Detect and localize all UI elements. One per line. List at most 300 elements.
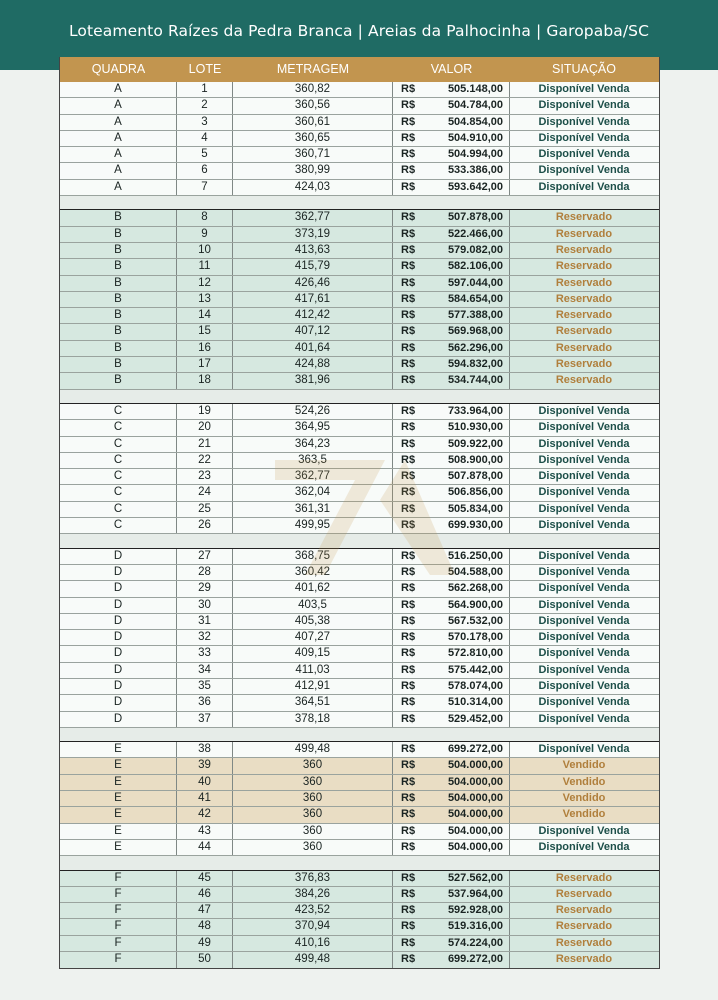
cell-quadra: C bbox=[60, 437, 177, 452]
cell-situacao: Disponível Venda bbox=[538, 647, 630, 660]
cell-valor bbox=[393, 742, 510, 757]
cell-quadra: B bbox=[60, 373, 177, 388]
cell-lote: 27 bbox=[177, 549, 233, 564]
cell-metragem: 360 bbox=[233, 791, 393, 806]
cell-valor bbox=[393, 695, 510, 710]
cell-metragem: 524,26 bbox=[233, 404, 393, 419]
cell-metragem: 363,5 bbox=[233, 453, 393, 468]
cell-situacao: Disponível Venda bbox=[538, 83, 630, 95]
table-row bbox=[60, 663, 659, 679]
cell-quadra: E bbox=[60, 807, 177, 822]
cell-quadra: F bbox=[60, 952, 177, 968]
table-row bbox=[60, 775, 659, 791]
cell-lote: 46 bbox=[177, 887, 233, 902]
cell-valor bbox=[393, 598, 510, 613]
cell-situacao: Vendido bbox=[562, 808, 606, 821]
currency-symbol: R$ bbox=[401, 775, 416, 788]
price-amount: 510.930,00 bbox=[447, 421, 503, 434]
price-amount: 507.878,00 bbox=[447, 211, 503, 224]
cell-lote: 12 bbox=[177, 276, 233, 291]
price-amount: 564.900,00 bbox=[447, 598, 503, 611]
cell-situacao: Disponível Venda bbox=[538, 712, 630, 725]
group-separator bbox=[60, 856, 659, 870]
cell-situacao: Disponível Venda bbox=[538, 148, 630, 161]
currency-symbol: R$ bbox=[401, 647, 416, 660]
cell-situacao: Reservado bbox=[555, 211, 613, 224]
price-amount: 569.968,00 bbox=[447, 325, 503, 338]
cell-valor bbox=[393, 903, 510, 918]
cell-quadra: E bbox=[60, 758, 177, 773]
cell-situacao: Disponível Venda bbox=[538, 565, 630, 578]
cell-quadra: E bbox=[60, 791, 177, 806]
cell-quadra: D bbox=[60, 646, 177, 661]
table-row bbox=[60, 147, 659, 163]
cell-quadra: C bbox=[60, 518, 177, 533]
currency-symbol: R$ bbox=[401, 421, 416, 434]
cell-lote: 45 bbox=[177, 871, 233, 886]
cell-quadra: A bbox=[60, 115, 177, 130]
group-separator bbox=[60, 196, 659, 210]
cell-quadra: C bbox=[60, 404, 177, 419]
table-row bbox=[60, 919, 659, 935]
cell-metragem: 360,71 bbox=[233, 147, 393, 162]
cell-situacao: Disponível Venda bbox=[538, 502, 630, 515]
cell-situacao: Reservado bbox=[555, 358, 613, 371]
currency-symbol: R$ bbox=[401, 549, 416, 562]
cell-valor bbox=[393, 115, 510, 130]
price-amount: 527.562,00 bbox=[447, 871, 503, 884]
cell-situacao: Disponível Venda bbox=[538, 743, 630, 756]
cell-valor bbox=[393, 581, 510, 596]
cell-valor bbox=[393, 775, 510, 790]
cell-lote: 37 bbox=[177, 712, 233, 727]
table-row bbox=[60, 742, 659, 758]
table-row bbox=[60, 903, 659, 919]
cell-quadra: D bbox=[60, 695, 177, 710]
cell-quadra: D bbox=[60, 549, 177, 564]
cell-situacao: Reservado bbox=[555, 936, 613, 949]
table-row bbox=[60, 341, 659, 357]
cell-quadra: D bbox=[60, 663, 177, 678]
cell-quadra: D bbox=[60, 581, 177, 596]
cell-lote: 28 bbox=[177, 565, 233, 580]
cell-valor bbox=[393, 404, 510, 419]
cell-situacao: Disponível Venda bbox=[538, 421, 630, 434]
cell-metragem: 360,56 bbox=[233, 98, 393, 113]
column-header-valor: VALOR bbox=[430, 62, 473, 76]
cell-metragem: 417,61 bbox=[233, 292, 393, 307]
price-amount: 577.388,00 bbox=[447, 309, 503, 322]
cell-metragem: 412,91 bbox=[233, 679, 393, 694]
table-row bbox=[60, 324, 659, 340]
cell-situacao: Disponível Venda bbox=[538, 453, 630, 466]
cell-metragem: 426,46 bbox=[233, 276, 393, 291]
cell-metragem: 411,03 bbox=[233, 663, 393, 678]
cell-quadra: C bbox=[60, 469, 177, 484]
cell-metragem: 401,62 bbox=[233, 581, 393, 596]
cell-valor bbox=[393, 485, 510, 500]
cell-valor bbox=[393, 210, 510, 225]
cell-valor bbox=[393, 227, 510, 242]
cell-valor bbox=[393, 131, 510, 146]
cell-metragem: 360 bbox=[233, 758, 393, 773]
cell-quadra: D bbox=[60, 679, 177, 694]
cell-quadra: B bbox=[60, 276, 177, 291]
price-amount: 593.642,00 bbox=[447, 180, 503, 193]
table-row bbox=[60, 758, 659, 774]
cell-lote: 2 bbox=[177, 98, 233, 113]
table-row bbox=[60, 485, 659, 501]
cell-situacao: Reservado bbox=[555, 871, 613, 884]
currency-symbol: R$ bbox=[401, 260, 416, 273]
currency-symbol: R$ bbox=[401, 679, 416, 692]
price-amount: 699.272,00 bbox=[447, 953, 503, 966]
cell-quadra: F bbox=[60, 871, 177, 886]
cell-valor bbox=[393, 163, 510, 178]
cell-quadra: F bbox=[60, 936, 177, 951]
cell-metragem: 360,65 bbox=[233, 131, 393, 146]
cell-valor bbox=[393, 453, 510, 468]
cell-situacao: Disponível Venda bbox=[538, 437, 630, 450]
table-row bbox=[60, 549, 659, 565]
cell-valor bbox=[393, 82, 510, 97]
table-row bbox=[60, 82, 659, 98]
cell-quadra: B bbox=[60, 259, 177, 274]
cell-situacao: Disponível Venda bbox=[538, 180, 630, 193]
cell-lote: 13 bbox=[177, 292, 233, 307]
price-amount: 504.588,00 bbox=[447, 565, 503, 578]
cell-valor bbox=[393, 791, 510, 806]
cell-valor bbox=[393, 308, 510, 323]
cell-quadra: C bbox=[60, 502, 177, 517]
currency-symbol: R$ bbox=[401, 759, 416, 772]
cell-quadra: F bbox=[60, 887, 177, 902]
cell-lote: 40 bbox=[177, 775, 233, 790]
table-row bbox=[60, 453, 659, 469]
currency-symbol: R$ bbox=[401, 243, 416, 256]
cell-lote: 41 bbox=[177, 791, 233, 806]
currency-symbol: R$ bbox=[401, 437, 416, 450]
currency-symbol: R$ bbox=[401, 904, 416, 917]
price-amount: 504.000,00 bbox=[447, 792, 503, 805]
cell-metragem: 360 bbox=[233, 775, 393, 790]
cell-situacao: Disponível Venda bbox=[538, 131, 630, 144]
price-amount: 578.074,00 bbox=[447, 679, 503, 692]
currency-symbol: R$ bbox=[401, 936, 416, 949]
price-amount: 504.000,00 bbox=[447, 824, 503, 837]
cell-valor bbox=[393, 614, 510, 629]
cell-metragem: 362,77 bbox=[233, 469, 393, 484]
price-amount: 699.930,00 bbox=[447, 519, 503, 532]
price-amount: 504.910,00 bbox=[447, 131, 503, 144]
cell-quadra: F bbox=[60, 919, 177, 934]
cell-metragem: 499,48 bbox=[233, 742, 393, 757]
cell-valor bbox=[393, 292, 510, 307]
currency-symbol: R$ bbox=[401, 502, 416, 515]
cell-situacao: Disponível Venda bbox=[538, 840, 630, 853]
cell-valor bbox=[393, 919, 510, 934]
cell-metragem: 360 bbox=[233, 840, 393, 855]
price-amount: 504.000,00 bbox=[447, 775, 503, 788]
cell-metragem: 407,27 bbox=[233, 630, 393, 645]
cell-valor bbox=[393, 518, 510, 533]
cell-metragem: 409,15 bbox=[233, 646, 393, 661]
cell-quadra: D bbox=[60, 598, 177, 613]
currency-symbol: R$ bbox=[401, 325, 416, 338]
currency-symbol: R$ bbox=[401, 164, 416, 177]
cell-valor bbox=[393, 437, 510, 452]
price-amount: 519.316,00 bbox=[447, 920, 503, 933]
cell-situacao: Reservado bbox=[555, 341, 613, 354]
price-amount: 504.000,00 bbox=[447, 808, 503, 821]
column-header-quadra: QUADRA bbox=[91, 62, 146, 76]
cell-situacao: Reservado bbox=[555, 260, 613, 273]
cell-situacao: Disponível Venda bbox=[538, 470, 630, 483]
cell-valor bbox=[393, 549, 510, 564]
cell-valor bbox=[393, 807, 510, 822]
price-amount: 516.250,00 bbox=[447, 549, 503, 562]
table-row bbox=[60, 840, 659, 856]
cell-lote: 38 bbox=[177, 742, 233, 757]
cell-valor bbox=[393, 663, 510, 678]
price-amount: 506.856,00 bbox=[447, 486, 503, 499]
table-header bbox=[60, 57, 659, 82]
cell-situacao: Reservado bbox=[555, 904, 613, 917]
cell-metragem: 360,82 bbox=[233, 82, 393, 97]
cell-quadra: A bbox=[60, 147, 177, 162]
cell-valor bbox=[393, 357, 510, 372]
table-row bbox=[60, 131, 659, 147]
cell-quadra: F bbox=[60, 903, 177, 918]
cell-quadra: B bbox=[60, 308, 177, 323]
table-row bbox=[60, 404, 659, 420]
currency-symbol: R$ bbox=[401, 824, 416, 837]
cell-lote: 26 bbox=[177, 518, 233, 533]
cell-quadra: D bbox=[60, 712, 177, 727]
cell-valor bbox=[393, 887, 510, 902]
table-row bbox=[60, 630, 659, 646]
price-amount: 537.964,00 bbox=[447, 887, 503, 900]
cell-lote: 25 bbox=[177, 502, 233, 517]
cell-quadra: A bbox=[60, 131, 177, 146]
price-amount: 504.854,00 bbox=[447, 115, 503, 128]
currency-symbol: R$ bbox=[401, 486, 416, 499]
currency-symbol: R$ bbox=[401, 180, 416, 193]
cell-quadra: D bbox=[60, 565, 177, 580]
cell-metragem: 361,31 bbox=[233, 502, 393, 517]
cell-valor bbox=[393, 502, 510, 517]
price-amount: 584.654,00 bbox=[447, 292, 503, 305]
table-row bbox=[60, 420, 659, 436]
cell-lote: 31 bbox=[177, 614, 233, 629]
currency-symbol: R$ bbox=[401, 99, 416, 112]
cell-quadra: B bbox=[60, 243, 177, 258]
cell-lote: 35 bbox=[177, 679, 233, 694]
currency-symbol: R$ bbox=[401, 404, 416, 417]
cell-metragem: 378,18 bbox=[233, 712, 393, 727]
cell-quadra: A bbox=[60, 82, 177, 97]
currency-symbol: R$ bbox=[401, 792, 416, 805]
cell-situacao: Vendido bbox=[562, 759, 606, 772]
price-amount: 594.832,00 bbox=[447, 358, 503, 371]
currency-symbol: R$ bbox=[401, 920, 416, 933]
table-row bbox=[60, 791, 659, 807]
cell-situacao: Reservado bbox=[555, 227, 613, 240]
table-row bbox=[60, 598, 659, 614]
cell-metragem: 413,63 bbox=[233, 243, 393, 258]
cell-situacao: Disponível Venda bbox=[538, 99, 630, 112]
cell-valor bbox=[393, 98, 510, 113]
price-amount: 733.964,00 bbox=[447, 404, 503, 417]
table-row bbox=[60, 259, 659, 275]
price-amount: 570.178,00 bbox=[447, 631, 503, 644]
cell-valor bbox=[393, 341, 510, 356]
price-amount: 582.106,00 bbox=[447, 260, 503, 273]
cell-lote: 3 bbox=[177, 115, 233, 130]
cell-metragem: 424,03 bbox=[233, 180, 393, 195]
cell-quadra: E bbox=[60, 840, 177, 855]
cell-situacao: Vendido bbox=[562, 792, 606, 805]
price-amount: 504.994,00 bbox=[447, 148, 503, 161]
price-amount: 597.044,00 bbox=[447, 276, 503, 289]
column-header-lote: LOTE bbox=[188, 62, 222, 76]
cell-metragem: 380,99 bbox=[233, 163, 393, 178]
page-title: Loteamento Raízes da Pedra Branca | Areias da Palhocinha | Garopaba/SC bbox=[68, 22, 650, 40]
cell-lote: 19 bbox=[177, 404, 233, 419]
cell-lote: 7 bbox=[177, 180, 233, 195]
cell-quadra: A bbox=[60, 180, 177, 195]
table-row bbox=[60, 581, 659, 597]
cell-lote: 10 bbox=[177, 243, 233, 258]
cell-situacao: Reservado bbox=[555, 953, 613, 966]
currency-symbol: R$ bbox=[401, 743, 416, 756]
column-header-metragem: METRAGEM bbox=[276, 62, 350, 76]
cell-lote: 22 bbox=[177, 453, 233, 468]
cell-lote: 30 bbox=[177, 598, 233, 613]
price-amount: 575.442,00 bbox=[447, 663, 503, 676]
cell-valor bbox=[393, 936, 510, 951]
cell-situacao: Disponível Venda bbox=[538, 519, 630, 532]
cell-metragem: 360,61 bbox=[233, 115, 393, 130]
price-amount: 592.928,00 bbox=[447, 904, 503, 917]
cell-metragem: 403,5 bbox=[233, 598, 393, 613]
cell-quadra: A bbox=[60, 163, 177, 178]
table-row bbox=[60, 871, 659, 887]
currency-symbol: R$ bbox=[401, 453, 416, 466]
currency-symbol: R$ bbox=[401, 840, 416, 853]
cell-quadra: B bbox=[60, 357, 177, 372]
cell-valor bbox=[393, 324, 510, 339]
cell-valor bbox=[393, 259, 510, 274]
cell-quadra: C bbox=[60, 453, 177, 468]
cell-situacao: Reservado bbox=[555, 920, 613, 933]
cell-situacao: Disponível Venda bbox=[538, 549, 630, 562]
price-amount: 567.532,00 bbox=[447, 614, 503, 627]
cell-valor bbox=[393, 373, 510, 388]
table-row bbox=[60, 614, 659, 630]
currency-symbol: R$ bbox=[401, 598, 416, 611]
cell-valor bbox=[393, 824, 510, 839]
cell-lote: 17 bbox=[177, 357, 233, 372]
cell-quadra: E bbox=[60, 742, 177, 757]
currency-symbol: R$ bbox=[401, 309, 416, 322]
table-row bbox=[60, 646, 659, 662]
table-row bbox=[60, 824, 659, 840]
cell-lote: 18 bbox=[177, 373, 233, 388]
cell-situacao: Reservado bbox=[555, 374, 613, 387]
cell-metragem: 364,51 bbox=[233, 695, 393, 710]
currency-symbol: R$ bbox=[401, 582, 416, 595]
cell-valor bbox=[393, 147, 510, 162]
cell-metragem: 412,42 bbox=[233, 308, 393, 323]
table-row bbox=[60, 518, 659, 534]
cell-valor bbox=[393, 712, 510, 727]
cell-quadra: B bbox=[60, 210, 177, 225]
price-amount: 562.296,00 bbox=[447, 341, 503, 354]
currency-symbol: R$ bbox=[401, 83, 416, 95]
cell-quadra: E bbox=[60, 775, 177, 790]
cell-lote: 11 bbox=[177, 259, 233, 274]
table-row bbox=[60, 469, 659, 485]
cell-metragem: 373,19 bbox=[233, 227, 393, 242]
table-row bbox=[60, 276, 659, 292]
group-separator bbox=[60, 390, 659, 404]
price-amount: 534.744,00 bbox=[447, 374, 503, 387]
cell-metragem: 364,23 bbox=[233, 437, 393, 452]
cell-metragem: 384,26 bbox=[233, 887, 393, 902]
cell-valor bbox=[393, 469, 510, 484]
cell-lote: 20 bbox=[177, 420, 233, 435]
cell-lote: 6 bbox=[177, 163, 233, 178]
cell-quadra: E bbox=[60, 824, 177, 839]
cell-valor bbox=[393, 679, 510, 694]
table-row bbox=[60, 437, 659, 453]
cell-valor bbox=[393, 565, 510, 580]
price-amount: 574.224,00 bbox=[447, 936, 503, 949]
table-row bbox=[60, 679, 659, 695]
price-amount: 562.268,00 bbox=[447, 582, 503, 595]
cell-lote: 32 bbox=[177, 630, 233, 645]
cell-metragem: 499,48 bbox=[233, 952, 393, 968]
column-header-situacao: SITUAÇÃO bbox=[552, 62, 616, 76]
cell-lote: 39 bbox=[177, 758, 233, 773]
currency-symbol: R$ bbox=[401, 712, 416, 725]
currency-symbol: R$ bbox=[401, 631, 416, 644]
cell-quadra: A bbox=[60, 98, 177, 113]
cell-quadra: B bbox=[60, 292, 177, 307]
cell-metragem: 376,83 bbox=[233, 871, 393, 886]
currency-symbol: R$ bbox=[401, 341, 416, 354]
cell-valor bbox=[393, 180, 510, 195]
lots-table bbox=[59, 57, 660, 969]
currency-symbol: R$ bbox=[401, 374, 416, 387]
price-amount: 572.810,00 bbox=[447, 647, 503, 660]
currency-symbol: R$ bbox=[401, 614, 416, 627]
cell-lote: 36 bbox=[177, 695, 233, 710]
cell-situacao: Disponível Venda bbox=[538, 696, 630, 709]
price-amount: 504.000,00 bbox=[447, 759, 503, 772]
table-row bbox=[60, 952, 659, 968]
currency-symbol: R$ bbox=[401, 292, 416, 305]
currency-symbol: R$ bbox=[401, 115, 416, 128]
cell-lote: 15 bbox=[177, 324, 233, 339]
currency-symbol: R$ bbox=[401, 871, 416, 884]
cell-quadra: B bbox=[60, 341, 177, 356]
cell-situacao: Reservado bbox=[555, 243, 613, 256]
cell-metragem: 368,75 bbox=[233, 549, 393, 564]
cell-lote: 48 bbox=[177, 919, 233, 934]
cell-lote: 47 bbox=[177, 903, 233, 918]
